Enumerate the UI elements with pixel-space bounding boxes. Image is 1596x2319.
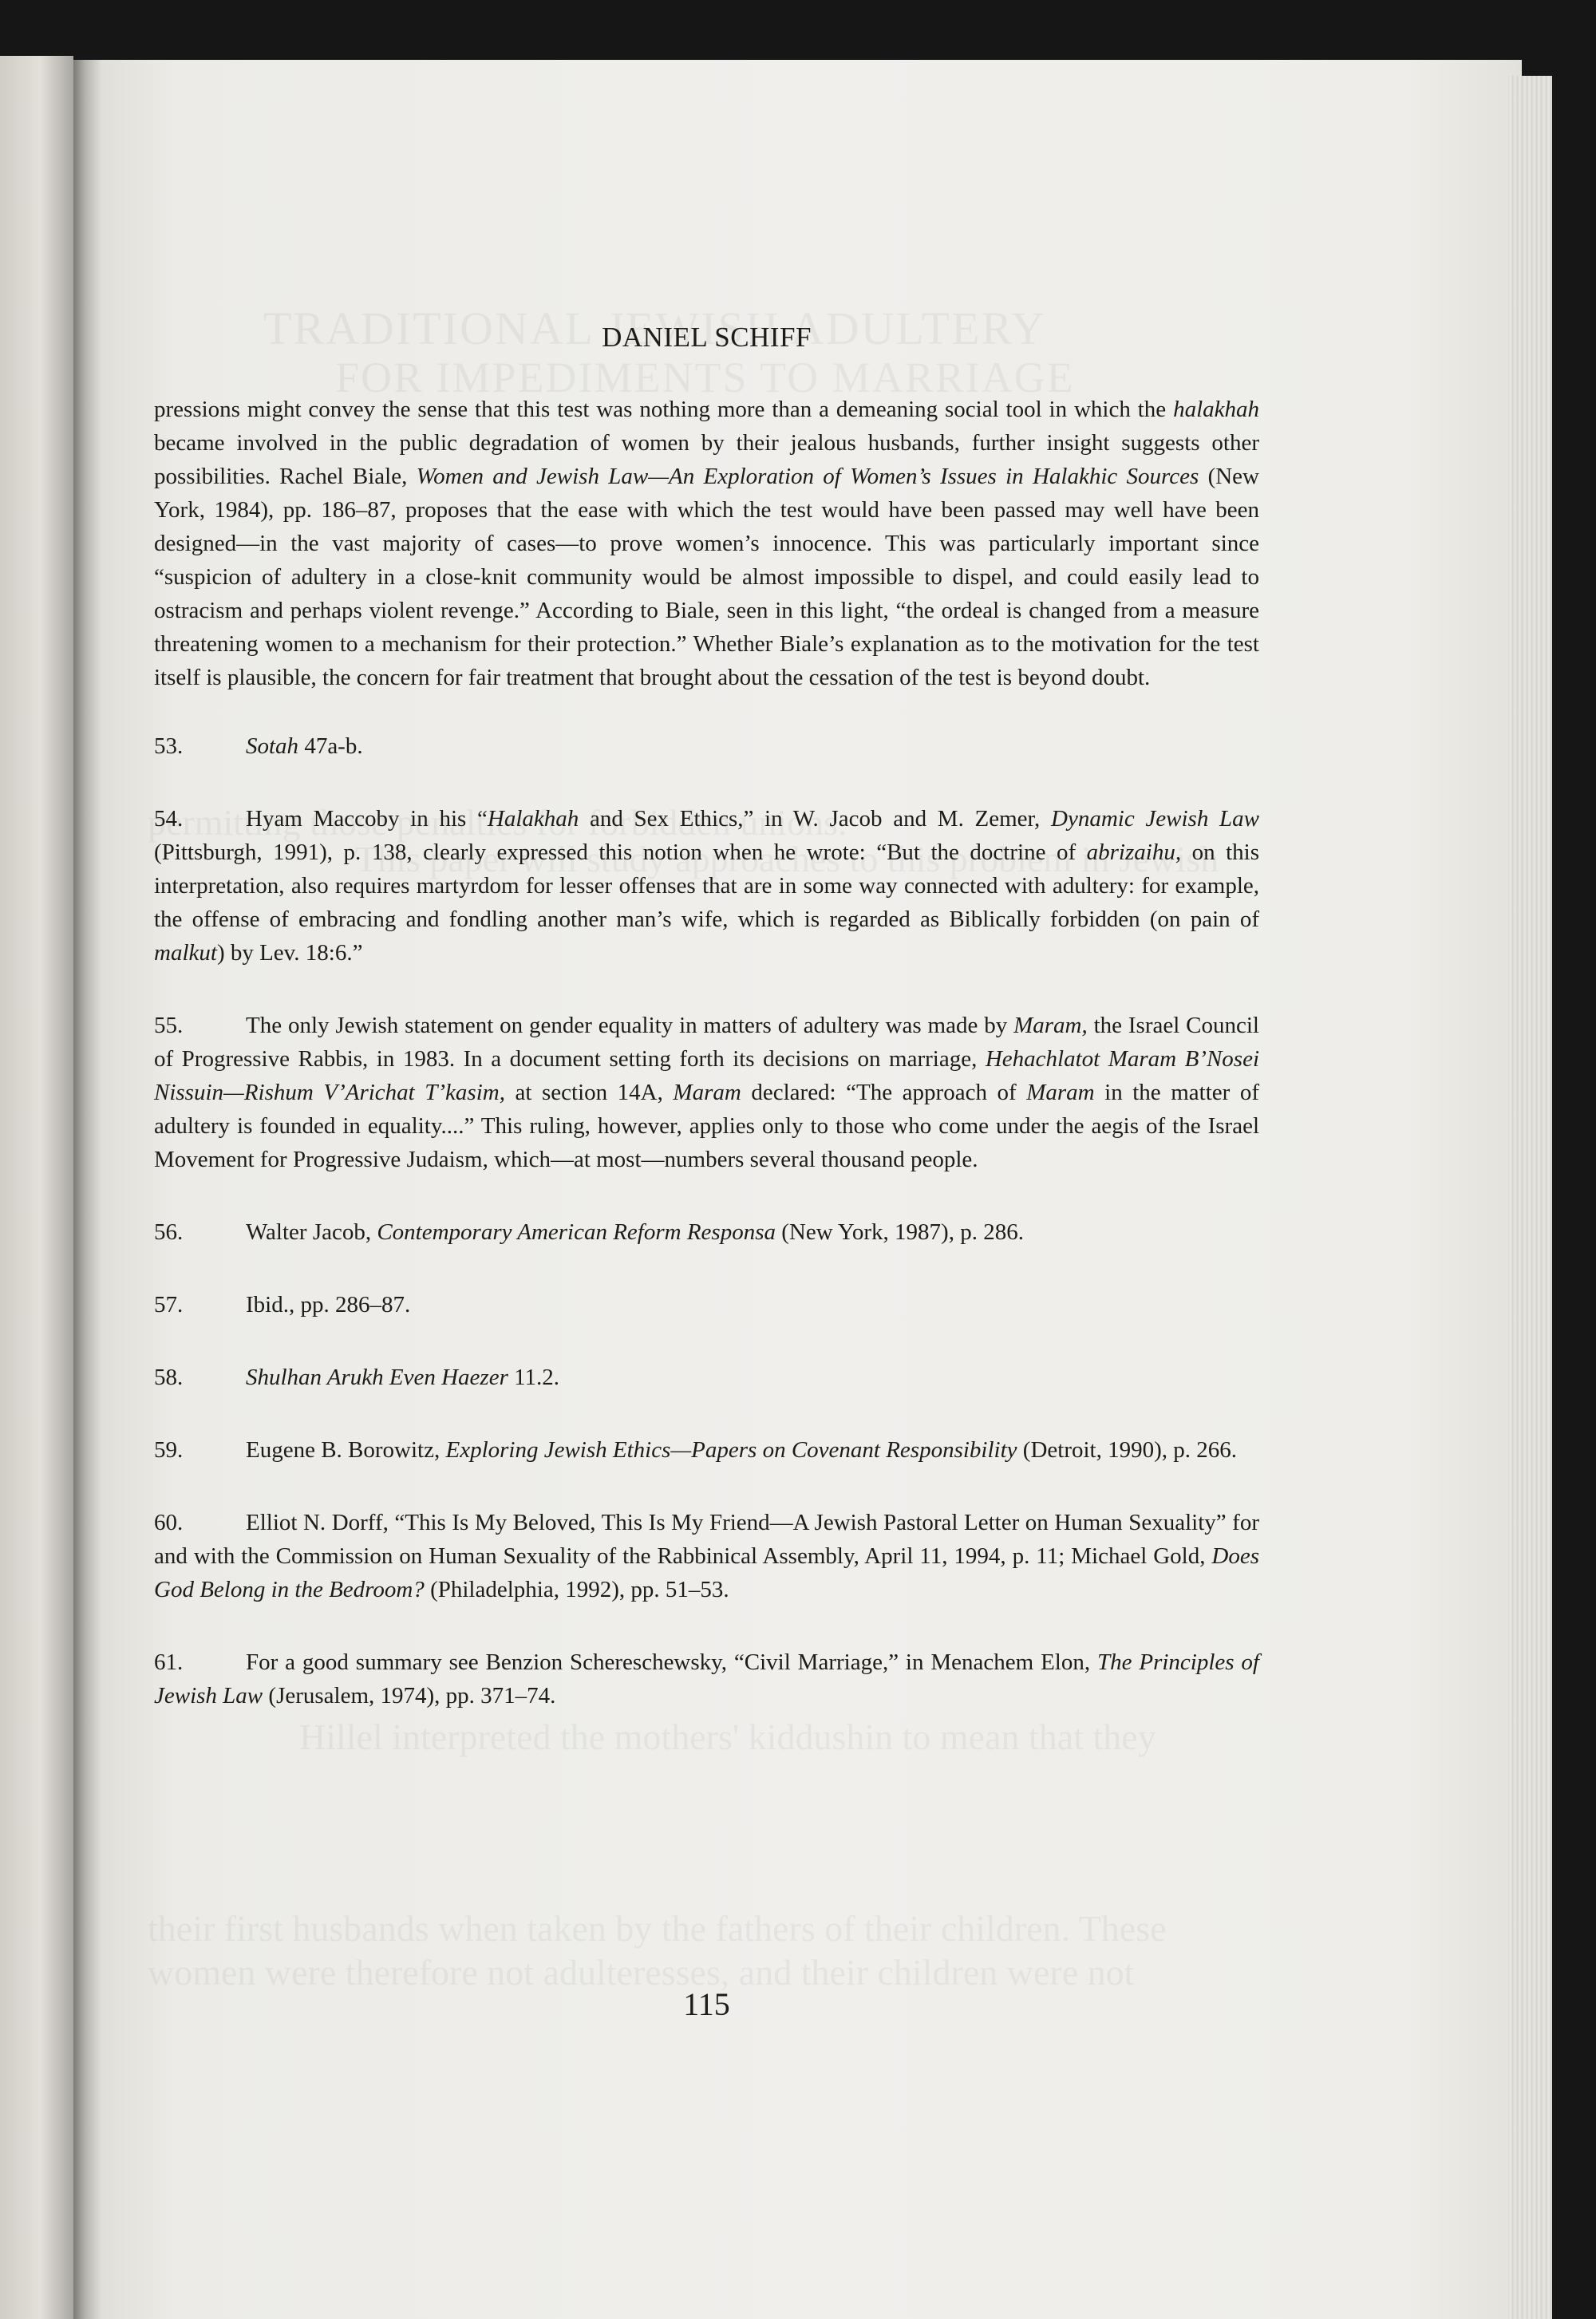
running-head: DANIEL SCHIFF [602, 322, 812, 353]
endnote-56: 56. Walter Jacob, Contemporary American Reform Responsa (New York, 1987), p. 286. [154, 1215, 1259, 1249]
endnote-57: 57. Ibid., pp. 286–87. [154, 1288, 1259, 1321]
endnote-58: 58. Shulhan Arukh Even Haezer 11.2. [154, 1361, 1259, 1394]
endnote-55: 55. The only Jewish statement on gender equality in matters of adultery was made by Maram, the Israel Council of Progressive Rabbis, in 1983. In a document setting forth its decisions on marriage, Hehachlatot Maram B’Nosei Nissuin—Rishum V’Arichat T’kasim, at section 14A, Maram declared: “The approach of Maram in the matter of adultery is founded in equality....” This ruling, however, applies only to those who come under the aegis of the Israel Movement for Progressive Judaism, which—at most—numbers several thousand people. [154, 1009, 1259, 1176]
left-page-edge [0, 56, 73, 2319]
endnote-number: 54. [154, 806, 184, 832]
page-number: 115 [683, 1986, 730, 2022]
endnote-number: 56. [154, 1219, 184, 1245]
page-gutter [73, 60, 101, 2319]
endnote-number: 61. [154, 1649, 184, 1675]
endnote-54: 54. Hyam Maccoby in his “Halakhah and Sex Ethics,” in W. Jacob and M. Zemer, Dynamic Jewish Law (Pittsburgh, 1991), p. 138, clearly expressed this notion when he wrote: “But the doctrine of abrizaihu, on this interpretation, also requires martyrdom for lesser offenses that are in some way connected with adultery: for example, the offense of embracing and fondling another man’s wife, which is regarded as Biblically forbidden (on pain of malkut) by Lev. 18:6.” [154, 802, 1259, 970]
endnote-number: 60. [154, 1510, 184, 1535]
endnote-53: 53. Sotah 47a-b. [154, 729, 1259, 763]
endnote-number: 57. [154, 1292, 184, 1318]
page-stack-edge [1508, 76, 1552, 2319]
endnote-number: 55. [154, 1013, 184, 1038]
endnote-number: 58. [154, 1365, 184, 1390]
notes-text-block [154, 316, 1259, 1713]
endnote-59: 59. Eugene B. Borowitz, Exploring Jewish Ethics—Papers on Covenant Responsibility (Detroit, 1990), p. 266. [154, 1433, 1259, 1467]
endnote-60: 60. Elliot N. Dorff, “This Is My Beloved, This Is My Friend—A Jewish Pastoral Letter on Human Sexuality” for and with the Commission on Human Sexuality of the Rabbinical Assembly, April 11, 1994, p. 11; Michael Gold, Does God Belong in the Bedroom? (Philadelphia, 1992), pp. 51–53. [154, 1506, 1259, 1606]
endnote-number: 59. [154, 1437, 184, 1463]
continued-note-paragraph: pressions might convey the sense that this test was nothing more than a demeaning social tool in which the halakhah became involved in the public degradation of women by their jealous husbands, further insight suggests other possibilities. Rachel Biale, Women and Jewish Law—An Exploration of Women’s Issues in Halakhic Sources (New York, 1984), pp. 186–87, proposes that the ease with which the test would have been passed may well have been designed—in the vast majority of cases—to prove women’s innocence. This was particularly important since “suspicion of adultery in a close-knit community would be almost impossible to dispel, and could easily lead to ostracism and perhaps violent revenge.” According to Biale, seen in this light, “the ordeal is changed from a measure threatening women to a mechanism for their protection.” Whether Biale’s explanation as to the motivation for the test itself is plausible, the concern for fair treatment that brought about the cessation of the test is beyond doubt. [154, 397, 1259, 690]
endnote-number: 53. [154, 733, 184, 759]
endnote-61: 61. For a good summary see Benzion Schereschewsky, “Civil Marriage,” in Menachem Elon, The Principles of Jewish Law (Jerusalem, 1974), pp. 371–74. [154, 1645, 1259, 1713]
